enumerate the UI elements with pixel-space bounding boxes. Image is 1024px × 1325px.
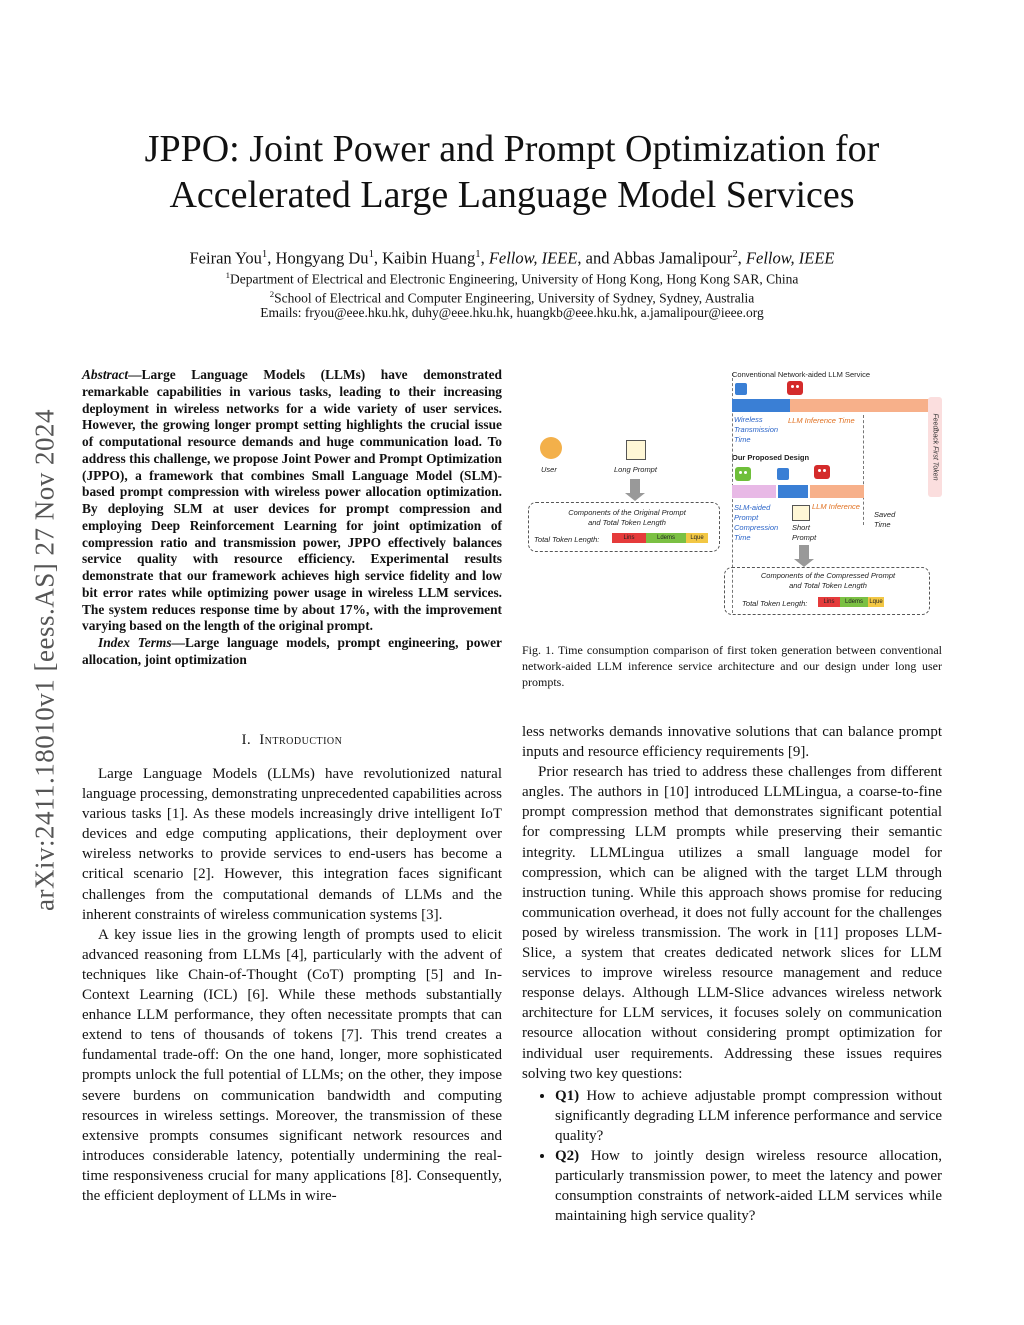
user-avatar-icon [540,437,562,459]
emails: Emails: fryou@eee.hku.hk, duhy@eee.hku.hk, huangkb@eee.hku.hk, a.jamalipour@ieee.org [260,305,764,320]
title-line-2: Accelerated Large Language Model Services [169,174,855,216]
section-title: Introduction [259,732,343,748]
down-arrow-icon-2 [799,545,809,559]
figure-caption: Fig. 1. Time consumption comparison of first token generation between conventional network-aided LLM inference service architecture and our design under long user prompts. [522,643,942,689]
l-ins-segment: Lins [612,533,646,543]
question-1-label: Q1) [555,1087,580,1104]
fig-slm-time: SLM-aided Prompt Compression Time [734,503,779,542]
l-que-segment: Lque [686,533,708,543]
author-list: Feiran You$^1$, Hongyang Du$^1$, Kaibin Huang$^1$, Fellow, IEEE, and Abbas Jamalipour$^2$, Fellow, IEEE [189,248,835,268]
slm-robot-icon [735,467,751,481]
feedback-bar [928,397,942,497]
fig-total-token: Total Token Length: [534,535,600,544]
fig-inner-divider [863,415,864,525]
abstract-label: Abstract [82,367,129,382]
fig-llm-inf-time: LLM Inference Time [788,416,855,425]
intro-paragraph-2: A key issue lies in the growing length of prompts used to elicit advanced reasoning from LLMs [4], particularly with the advent of techniques like Chain-of-Thought (CoT) prompting [5] and In-Context Learning (ICL) [6]. While these methods substantially enhance LLM performance, they often necessitate prompts that can extend to tens of thousands of tokens [7]. This trend creates a fundamental trade-off: On the one hand, longer, more sophisticated prompts unlock the full potential of LLMs; on the other, they impose severe burdens on communication bandwidth and computing resources in wireless settings. Moreover, the transmission of these extensive prompts consumes significant network resources and introduces considerable latency, potentially undermining the real-time responsiveness crucial for many applications [8]. Consequently, the efficient deployment of LLMs in wire- [82,926,502,1204]
intro-right-column [522,722,942,1226]
fig-total-token-2: Total Token Length: [742,599,808,608]
abstract-text: —Large Language Models (LLMs) have demonstrated remarkable capabilities in various tasks, leading to their increasing deployment in wireless networks for a wide variety of user services. However, the growing longer prompt setting highlights the crucial issue of computational resource demands and huge communication load. To address this challenge, we propose Joint Power and Prompt Optimization (JPPO), a framework that combines Small Language Model (SLM)-based prompt compression with wireless power allocation optimization. By deploying SLM at user devices for prompt compression and employing Deep Reinforcement Learning for joint optimization of compression ratio and transmission power, JPPO effectively balances service quality with resource efficiency. Experimental results demonstrate that our framework achieves high service fidelity and low bit error rates while optimizing power usage in wireless LLM services. The system reduces response time by about 17%, with the improvement varying based on the length of the original prompt. [82,367,502,634]
affiliation-2-text: School of Electrical and Computer Engineering, University of Sydney, Sydney, Australia [274,290,755,306]
long-prompt-icon [626,440,646,460]
l-dems-segment: Ldems [646,533,686,543]
conv-inference-bar [790,399,930,412]
llm-robot-icon [787,381,803,395]
intro-paragraph-4: Prior research has tried to address these challenges from different angles. The authors in [10] introduced LLMLingua, a coarse-to-fine prompt compression method that demonstrates significant potential for compressing LLM prompts while preserving their semantic integrity. LLMLingua utilizes a small language model for compression, which can be aligned with the target LLM through instruction tuning. While this approach shows promise for reducing communication overhead, it does not fully account for the challenges posed by wireless transmission. The work in [11] proposes LLM-Slice, a system that creates dedicated network slices for LLM services to improve wireless resource management and reduce response delays. Although LLM-Slice advances wireless network architecture for LLM services, it focuses solely on communication resource allocation without considering prompt optimization for individual user requirements. Addressing these issues requires solving two key questions: [522,764,942,1082]
index-terms-label: Index Terms [98,635,172,650]
down-arrow-icon [630,479,640,493]
intro-left-column [82,764,502,1206]
question-2-label: Q2) [555,1147,580,1164]
fig-llm-inference: LLM Inference [812,502,860,511]
author-3: Kaibin Huang [382,248,476,268]
short-prompt-icon [792,505,810,521]
fig-user: User [541,465,557,474]
abstract [82,367,502,669]
arxiv-sidebar [20,340,70,980]
fig-conventional-label: Conventional Network-aided LLM Service [732,370,870,379]
affiliation-1-text: Department of Electrical and Electronic Engineering, University of Hong Kong, Hong Kong SAR, China [230,271,799,287]
l-ins-segment-2: Lins [818,597,840,607]
fig-long-prompt: Long Prompt [614,465,657,474]
slm-bar [732,485,776,498]
author-3-title: Fellow, IEEE [488,248,578,268]
fig-short-prompt: Short Prompt [792,523,817,542]
fig-saved-time: Saved Time [874,510,896,529]
fig-feedback: Feedback First Token [931,413,939,481]
l-dems-segment-2: Ldems [840,597,868,607]
fig-components-comp: Components of the Compressed Prompt and Total Token Length [760,571,896,590]
intro-paragraph-1: Large Language Models (LLMs) have revolutionized natural language processing, demonstrating unprecedented capabilities across various tasks [1]. As these models increasingly drive intelligent IoT devices and edge computing applications, their deployment over wireless networks to provide services to end-users has become a critical scenario [2]. However, this integration faces significant challenges from the computational demands of LLMs and the inherent constraints of wireless communication systems [3]. [82,766,502,923]
affiliation-2: $^2$School of Electrical and Computer Engineering, University of Sydney, Sydney, Australia [269,289,755,306]
llm-robot-icon-2 [814,465,830,479]
fig-components-orig: Components of the Original Prompt and Total Token Length [568,508,686,527]
fig-proposed-label: Our Proposed Design [732,453,810,462]
l-que-segment-2: Lque [869,599,883,605]
author-4-title: Fellow, IEEE [745,248,835,268]
fig-wireless-tx: Wireless Transmission Time [734,415,779,444]
section-number: I. [241,732,252,748]
affiliation-1: $^1$Department of Electrical and Electronic Engineering, University of Hong Kong, Hong Kong SAR, China [225,270,799,287]
arxiv-id: arXiv:2411.18010v1 [eess.AS] 27 Nov 2024 [29,409,60,911]
conv-tx-bar [732,399,790,412]
index-terms-text: —Large language models, prompt engineering, power allocation, joint optimization [82,635,502,667]
intro-paragraph-3: less networks demands innovative solutions that can balance prompt inputs and resource efficiency requirements [9]. [522,724,942,761]
questions-list [522,1086,942,1227]
author-4: Abbas Jamalipour [612,248,733,268]
author-1: Feiran You [189,248,262,268]
section-heading [82,732,502,749]
title-line-1: JPPO: Joint Power and Prompt Optimization for [144,128,880,170]
question-1-text: How to achieve adjustable prompt compression without significantly degrading LLM inference performance and service quality? [555,1087,942,1144]
short-tx-bar [778,485,808,498]
author-and: and [585,248,610,268]
proposed-inference-bar [810,485,864,498]
question-2 [555,1146,942,1226]
paper-title [80,126,944,218]
author-2: Hongyang Du [275,248,369,268]
question-2-text: How to jointly design wireless resource allocation, particularly transmission power, to meet the latency and power consumption constraints of network-aided LLM services while maintaining high service quality? [555,1147,942,1225]
question-1 [555,1086,942,1146]
wireless-icon-2 [777,468,789,480]
wireless-icon [735,383,747,395]
figure-1 [522,365,952,625]
